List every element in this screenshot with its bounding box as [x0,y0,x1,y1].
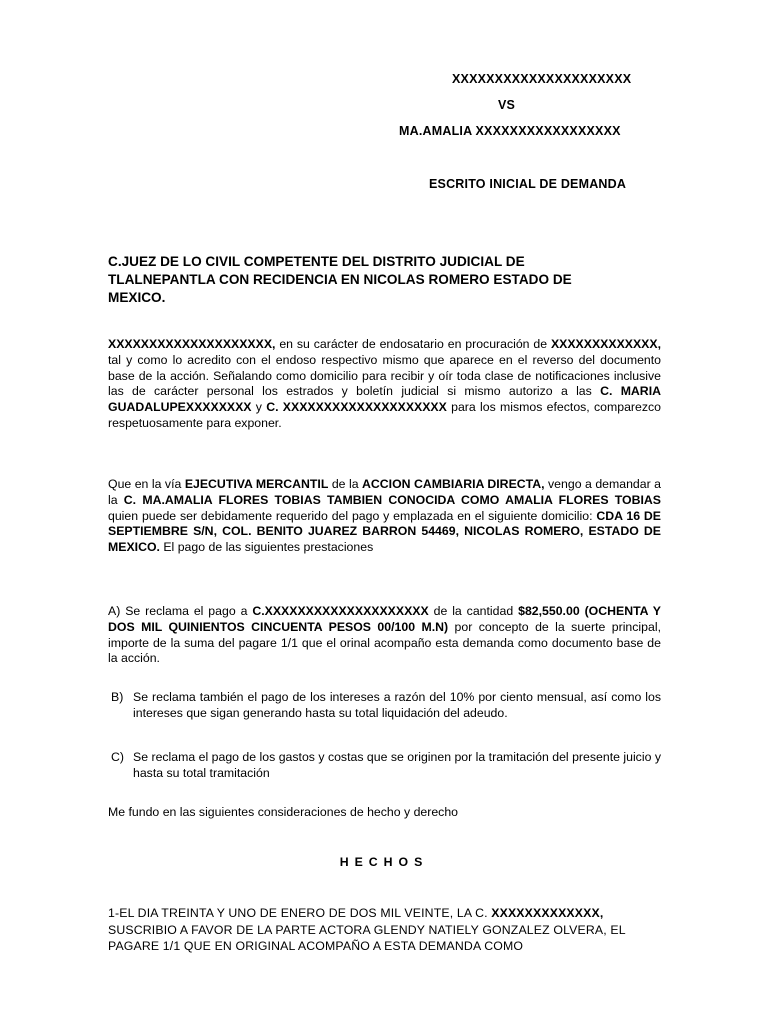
item-text: Se reclama el pago de los gastos y costas que se originen por la tramitación del presente juicio y hasta su total tramitación [133,750,661,780]
facts-heading: HECHOS [339,855,429,869]
legal-basis-line: Me fundo en las siguientes consideraciones de hecho y derecho [108,805,459,819]
payee-name: C.XXXXXXXXXXXXXXXXXXXX [252,604,429,618]
endorser-name: XXXXXXXXXXXXX, [550,337,661,351]
item-label: C) [111,750,124,764]
defendant-address: CDA 16 DE SEPTIEMBRE S/N, COL. BENITO JUAREZ BARRON 54469, NICOLAS ROMERO, ESTADO DE MEXICO. [108,508,661,555]
item-label: B) [111,690,124,704]
authorized-person: C. MARIA GUADALUPEXXXXXXXX [108,384,661,415]
court-addressee [108,253,648,307]
proceeding-type: EJECUTIVA MERCANTIL [184,477,329,491]
defendant-name: MA.AMALIA XXXXXXXXXXXXXXXXX [399,124,621,138]
claim-item-b [108,690,661,722]
authorized-person: C. XXXXXXXXXXXXXXXXXXXX [266,400,447,415]
addressee-line: TLALNEPANTLA CON RECIDENCIA EN NICOLAS ROMERO ESTADO DE [108,272,572,287]
defendant-full-name: C. MA.AMALIA FLORES TOBIAS TAMBIEN CONOCIDA COMO AMALIA FLORES TOBIAS [123,492,661,507]
fact-paragraph: 1-EL DIA TREINTA Y UNO DE ENERO DE DOS MIL VEINTE, LA C. XXXXXXXXXXXXX, SUSCRIBIO A FAVOR DE LA PARTE ACTORA GLENDY NATIELY GONZALEZ OLVERA, EL PAGARE 1/1 QUE EN ORIGINAL ACOMPAÑO A ESTA DEMANDA COMO [108,906,626,953]
plaintiff-name: XXXXXXXXXXXXXXXXXXXXX [452,72,632,86]
claim-item-a: A) Se reclama el pago a C.XXXXXXXXXXXXXXXXXXXX de la cantidad $82,550.00 (OCHENTA Y DOS MIL QUINIENTOS CINCUENTA PESOS 00/100 M.N) por concepto de la suerte principal, importe de la suma del pagare 1/1 que el orinal acompaño esta demanda como documento base de la acción. [108,604,661,666]
attorney-name: XXXXXXXXXXXXXXXXXXXX, [108,337,276,351]
versus-label: VS [498,98,516,112]
claim-amount: $82,550.00 (OCHENTA Y DOS MIL QUINIENTOS CINCUENTA PESOS 00/100 M.N) [108,604,661,634]
claim-item-c [108,750,661,782]
addressee-line: MEXICO. [108,290,166,305]
addressee-line: C.JUEZ DE LO CIVIL COMPETENTE DEL DISTRITO JUDICIAL DE [108,254,525,269]
action-type: ACCION CAMBIARIA DIRECTA, [362,477,545,491]
intro-paragraph: XXXXXXXXXXXXXXXXXXXX, en su carácter de endosatario en procuración de XXXXXXXXXXXXX, tal y como lo acredito con el endoso respectivo mismo que aparece en el reverso del documento base de la acción. Señalando como domicilio para recibir y oír toda clase de notificaciones inclusive las de carácter personal los estrados y boletín judicial si mismo autorizo a las C. MARIA GUADALUPEXXXXXXXX y C. XXXXXXXXXXXXXXXXXXXX para los mismos efectos, comparezco respetuosamente para exponer. [108,337,661,430]
claim-paragraph: Que en la vía EJECUTIVA MERCANTIL de la ACCION CAMBIARIA DIRECTA, vengo a demandar a la C. MA.AMALIA FLORES TOBIAS TAMBIEN CONOCIDA COMO AMALIA FLORES TOBIAS quien puede ser debidamente requerido del pago y emplazada en el siguiente domicilio: CDA 16 DE SEPTIEMBRE S/N, COL. BENITO JUAREZ BARRON 54469, NICOLAS ROMERO, ESTADO DE MEXICO. El pago de las siguientes prestaciones [108,477,662,555]
signer-name: XXXXXXXXXXXXX, [491,906,604,920]
document-title: ESCRITO INICIAL DE DEMANDA [429,177,627,191]
item-text: Se reclama también el pago de los intereses a razón del 10% por ciento mensual, así como los intereses que sigan generando hasta su total liquidación del adeudo. [133,690,661,720]
